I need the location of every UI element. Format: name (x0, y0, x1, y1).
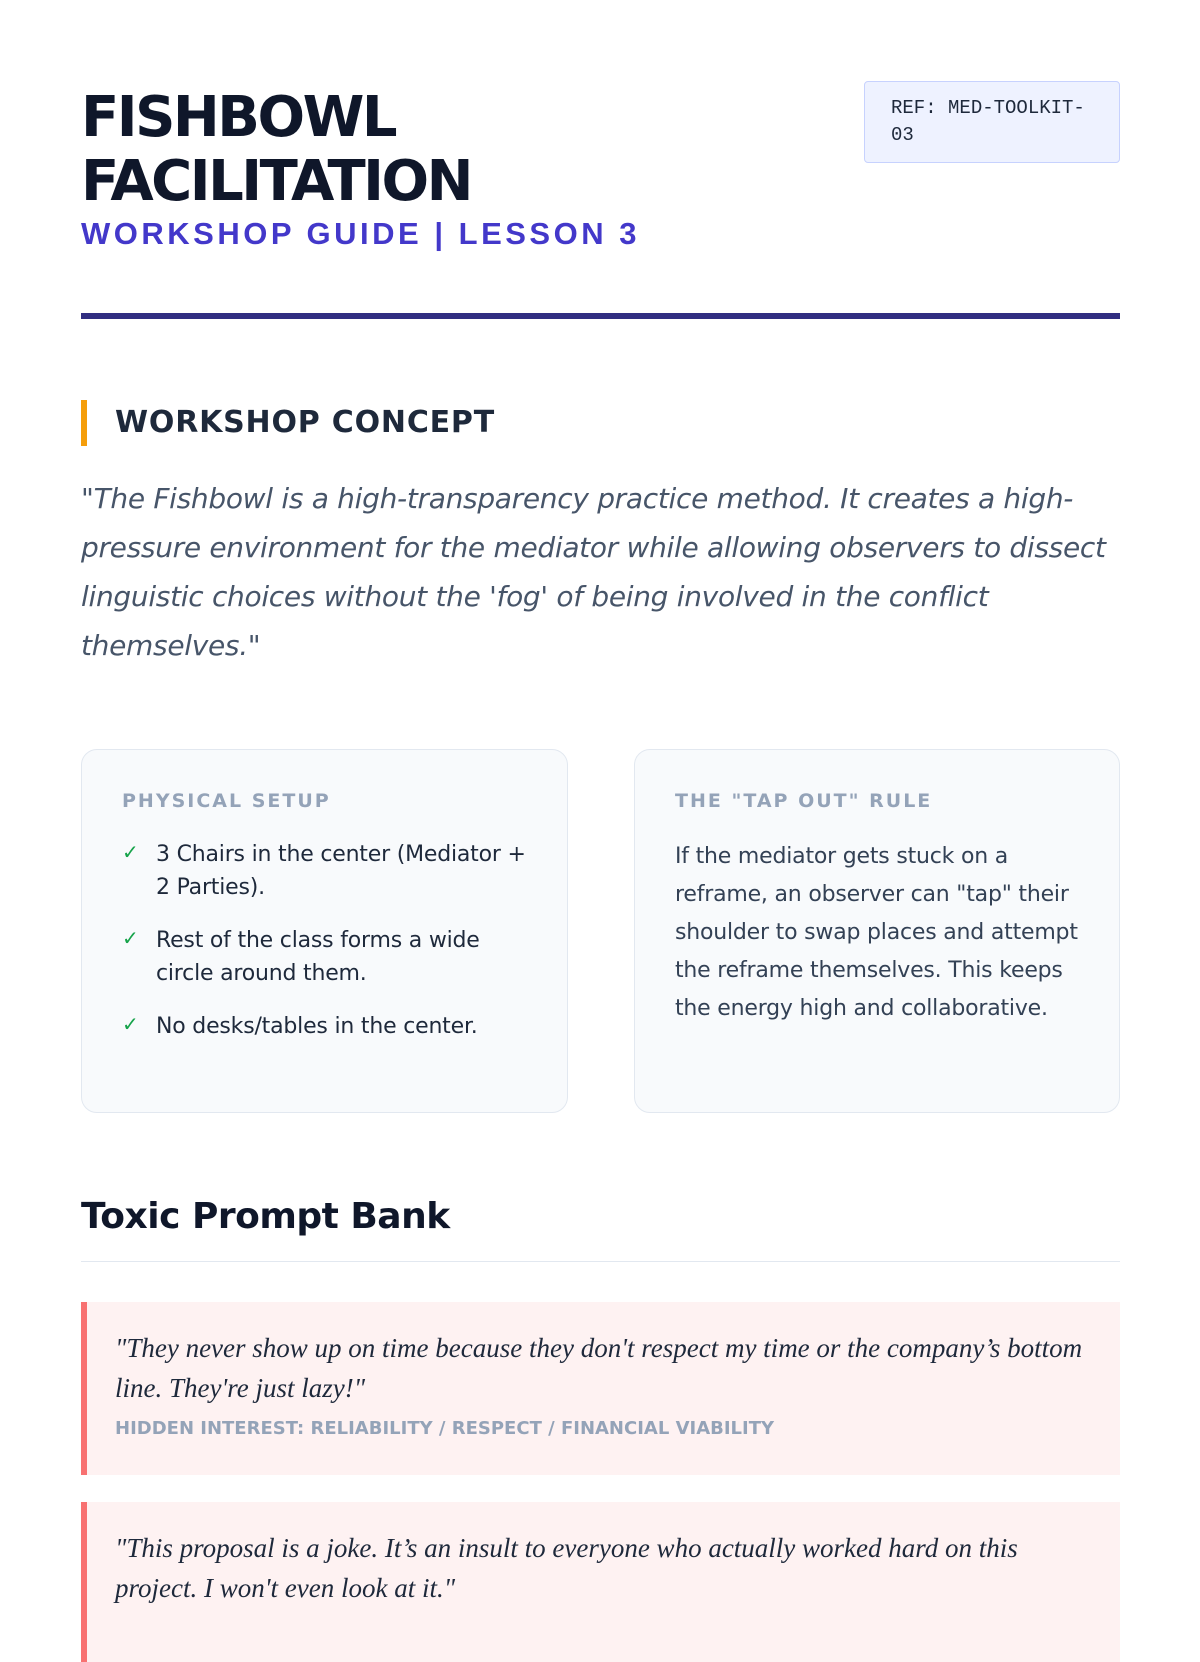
ref-line-1: REF: MED-TOOLKIT- (891, 97, 1085, 119)
prompt-quote: "This proposal is a joke. It’s an insult to everyone who actually worked hard on this project. I won't even look at it." (115, 1533, 1018, 1603)
ref-line-2: 03 (891, 124, 914, 146)
prompt-bank-title: Toxic Prompt Bank (81, 1196, 450, 1237)
check-icon: ✓ (122, 1012, 139, 1036)
page-header (81, 0, 1120, 320)
section-title: WORKSHOP CONCEPT (115, 405, 495, 440)
concept-section-heading (81, 400, 1120, 446)
list-item (122, 924, 527, 990)
check-icon: ✓ (122, 840, 139, 864)
workshop-guide-page (81, 0, 1120, 1603)
reference-badge (864, 81, 1120, 163)
list-item-text: 3 Chairs in the center (Mediator + 2 Parties). (156, 842, 526, 900)
prompt-card (81, 1302, 1120, 1475)
tap-out-rule-card (634, 749, 1120, 1113)
prompt-quote: "They never show up on time because they don't respect my time or the company’s bottom line. They're just lazy!" (115, 1333, 1083, 1403)
card-label: THE "TAP OUT" RULE (675, 790, 933, 812)
list-item (122, 838, 527, 904)
setup-checklist (122, 838, 527, 1043)
list-item (122, 1010, 527, 1043)
section-accent-bar (81, 400, 87, 446)
check-icon: ✓ (122, 926, 139, 950)
prompt-card (81, 1502, 1120, 1662)
card-label: PHYSICAL SETUP (122, 790, 331, 812)
physical-setup-card (81, 749, 568, 1113)
page-subtitle: WORKSHOP GUIDE | LESSON 3 (81, 216, 640, 251)
title-line-1: FISHBOWL (81, 85, 396, 150)
card-body: If the mediator gets stuck on a reframe, an observer can "tap" their shoulder to swap places and attempt the reframe themselves. This keeps the energy high and collaborative. (675, 844, 1078, 1021)
concept-quote: "The Fishbowl is a high-transparency practice method. It creates a high-pressure environment for the mediator while allowing observers to dissect linguistic choices without the 'fog' of being involved in the conflict themselves." (81, 482, 1106, 662)
hidden-interest: HIDDEN INTEREST: RELIABILITY / RESPECT / FINANCIAL VIABILITY (115, 1418, 775, 1439)
prompt-bank-divider (81, 1261, 1120, 1262)
list-item-text: No desks/tables in the center. (156, 1014, 478, 1039)
page-title (81, 86, 641, 214)
header-divider (81, 313, 1120, 319)
list-item-text: Rest of the class forms a wide circle around them. (156, 928, 480, 986)
title-line-2: FACILITATION (81, 149, 471, 214)
